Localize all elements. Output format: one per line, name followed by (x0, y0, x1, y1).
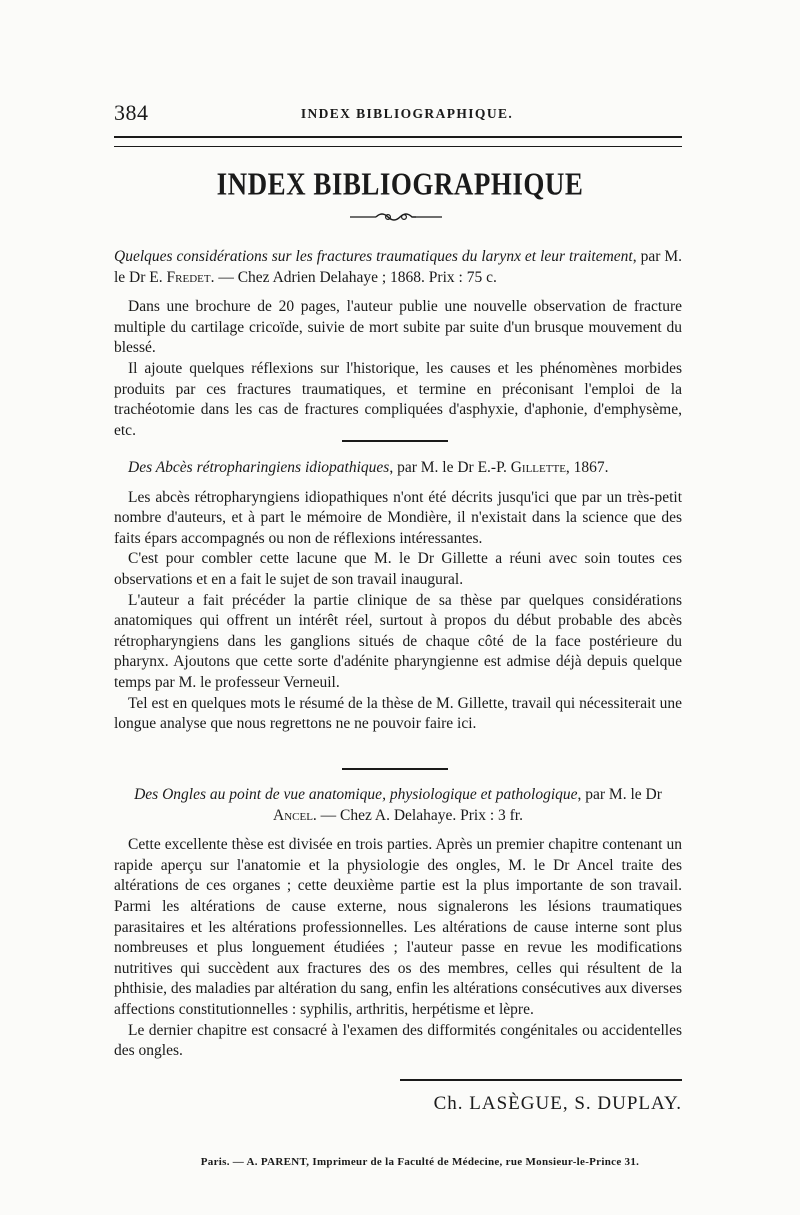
header-rule (114, 136, 682, 147)
citation-author-prefix: , par M. le Dr (114, 248, 683, 286)
signature: Ch. LASÈGUE, S. DUPLAY. (433, 1093, 682, 1114)
paragraph: Cette excellente thèse est divisée en trois parties. Après un premier chapitre contenant un rapide aperçu sur l'anatomie et la physiologie des ongles, M. le Dr Ancel traite des altérations de ces organes ; cette deuxième partie est la plus importante de son travail. Parmi les altérations de cause externe, nous signalerons les lésions traumatiques parasitaires et les altérations professionnelles. Les altérations de cause interne sont plus nombreuses et plus longuement étudiées ; l'auteur passe en revue les modifications nutritives qui succèdent aux fractures des os des membres, celles qui résultent de la phthisie, des maladies par altération du sang, enfin les altérations consécutives aux diverses affections constitutionnelles : syphilis, arthritis, herpétisme et lèpre. (114, 836, 682, 1018)
citation-author-prefix: , par M. le Dr (577, 786, 662, 803)
page-number: 384 (114, 100, 149, 125)
paragraph: L'auteur a fait précéder la partie clinique de sa thèse par quelques considérations anatomiques qui offrent un intérêt réel, surtout à propos du début probable des abcès rétropharyngiens dans les ganglions situés de chaque côté de la face postérieure du pharynx. Ajoutons que cette sorte d'adénite pharyngienne est admise déjà depuis quelque temps par M. le professeur Verneuil. (114, 591, 682, 691)
section-separator (342, 440, 448, 442)
review-ancel (114, 785, 682, 1062)
paragraph: Il ajoute quelques réflexions sur l'historique, les causes et les phénomènes morbides produits par ces fractures traumatiques, et termine en préconisant l'emploi de la trachéotomie dans les cas de fractures compliquées d'asphyxie, d'aphonie, d'emphysème, etc. (114, 359, 682, 439)
citation-author-prefix: , par M. le Dr (389, 459, 478, 476)
citation-details: . — Chez Adrien Delahaye ; 1868. Prix : 75 c. (210, 268, 497, 286)
review-gillette (114, 458, 682, 735)
review-fredet (114, 247, 682, 441)
paragraph: Tel est en quelques mots le résumé de la thèse de M. Gillette, travail qui nécessiterait une longue analyse que nous regrettons ne ne pouvoir faire ici. (114, 694, 682, 733)
paragraph: Dans une brochure de 20 pages, l'auteur publie une nouvelle observation de fracture multiple du cartilage cricoïde, suivie de mort subite par suite d'un brusque mouvement du blessé. (114, 298, 682, 357)
paragraph: Le dernier chapitre est consacré à l'examen des difformités congénitales ou accidentelles des ongles. (114, 1021, 682, 1060)
citation-details: , 1867. (565, 459, 609, 476)
signature-rule (400, 1079, 682, 1081)
paragraph: Les abcès rétropharyngiens idiopathiques n'ont été décrits jusqu'ici que par un très-petit nombre d'auteurs, et à part le mémoire de Mondière, il n'existait dans la science que des faits épars accompagnés ou non de réflexions intéressantes. (114, 488, 682, 547)
running-head (112, 100, 682, 130)
section-separator (342, 768, 448, 770)
page-title: INDEX BIBLIOGRAPHIQUE (216, 166, 584, 202)
citation-title: Des Ongles au point de vue anatomique, physiologique et pathologique (134, 786, 578, 803)
citation-title: Quelques considérations sur les fractures traumatiques du larynx et leur traitement (114, 248, 633, 265)
running-title: INDEX BIBLIOGRAPHIQUE. (300, 106, 514, 121)
printer-imprint: Paris. — A. PARENT, Imprimeur de la Faculté de Médecine, rue Monsieur-le-Prince 31. (200, 1156, 640, 1168)
citation-author: Ancel (273, 806, 313, 824)
citation (114, 247, 682, 288)
citation (114, 458, 682, 479)
citation-author: E. Fredet (149, 268, 211, 286)
paragraph: C'est pour combler cette lacune que M. le Dr Gillette a réuni avec soin toutes ces observations et en a fait le sujet de son travail inaugural. (114, 550, 682, 588)
citation-author: E.-P. Gillette (477, 459, 566, 476)
citation-title: Des Abcès rétropharingiens idiopathiques (128, 459, 390, 476)
citation (114, 785, 682, 826)
fleuron-ornament-icon (350, 210, 442, 224)
citation-details: . — Chez A. Delahaye. Prix : 3 fr. (312, 806, 523, 824)
